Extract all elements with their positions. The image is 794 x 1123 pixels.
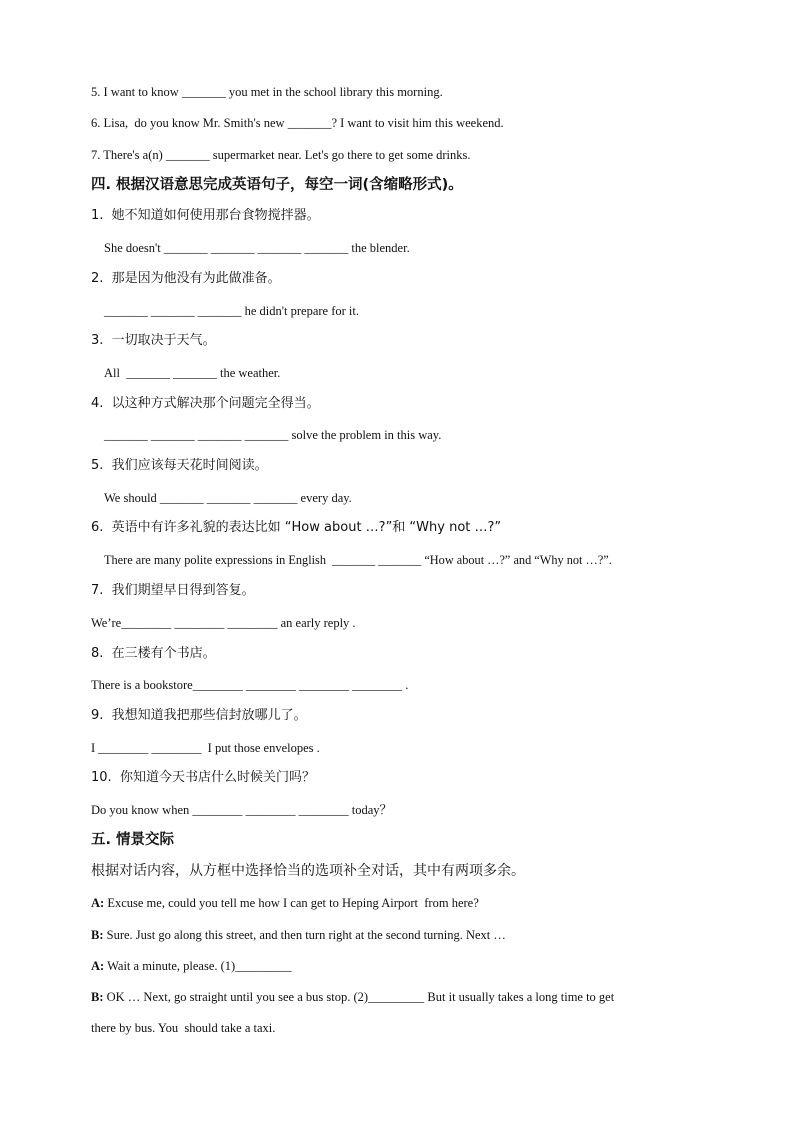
s4-q9-cn: 9. 我想知道我把那些信封放哪儿了。 xyxy=(91,708,307,723)
dialogue-text: Excuse me, could you tell me how I can get to Heping Airport from here? xyxy=(104,896,479,910)
section4-title: 四. 根据汉语意思完成英语句子，每空一词(含缩略形式)。 xyxy=(91,177,463,193)
s4-q7-en: We’re________ ________ ________ an early reply . xyxy=(91,616,356,630)
dialogue-line-5 xyxy=(91,1020,275,1036)
s4-q2-cn: 2. 那是因为他没有为此做准备。 xyxy=(91,271,281,286)
s4-q8-cn: 8. 在三楼有个书店。 xyxy=(91,646,216,661)
dialogue-text: there by bus. You should take a taxi. xyxy=(91,1021,276,1035)
part3-item-6: 6. Lisa, do you know Mr. Smith's new _______? I want to visit him this weekend. xyxy=(91,116,504,130)
dialogue-line-4 xyxy=(91,989,614,1005)
dialogue-text: OK … Next, go straight until you see a bus stop. (2)_________ But it usually takes a long time to get xyxy=(103,990,615,1004)
part3-item-5: 5. I want to know _______ you met in the school library this morning. xyxy=(91,85,443,99)
s4-q4-cn: 4. 以这种方式解决那个问题完全得当。 xyxy=(91,396,320,411)
speaker-label: B: xyxy=(91,990,104,1004)
speaker-label: B: xyxy=(91,928,104,942)
dialogue-line-1 xyxy=(91,895,479,911)
s4-q3-en: All _______ _______ the weather. xyxy=(104,366,281,380)
section5-instruction: 根据对话内容，从方框中选择恰当的选项补全对话，其中有两项多余。 xyxy=(91,863,525,879)
s4-q2-en: _______ _______ _______ he didn't prepare for it. xyxy=(104,304,359,318)
dialogue-text: Wait a minute, please. (1)_________ xyxy=(104,959,292,973)
s4-q5-en: We should _______ _______ _______ every day. xyxy=(104,491,352,505)
s4-q10-en: Do you know when ________ ________ ________ today？ xyxy=(91,803,393,817)
s4-q1-en: She doesn't _______ _______ _______ _______ the blender. xyxy=(104,241,410,255)
s4-q5-cn: 5. 我们应该每天花时间阅读。 xyxy=(91,458,268,473)
dialogue-text: Sure. Just go along this street, and then turn right at the second turning. Next … xyxy=(103,928,506,942)
s4-q8-en: There is a bookstore________ ________ ________ ________ . xyxy=(91,678,409,692)
s4-q4-en: _______ _______ _______ _______ solve the problem in this way. xyxy=(104,428,442,442)
s4-q6-cn: 6. 英语中有许多礼貌的表达比如 “How about …?”和 “Why not …?” xyxy=(91,520,502,535)
s4-q1-cn: 1. 她不知道如何使用那台食物搅拌器。 xyxy=(91,208,320,223)
dialogue-line-3 xyxy=(91,958,291,974)
part3-item-7: 7. There's a(n) _______ supermarket near. Let's go there to get some drinks. xyxy=(91,148,471,162)
s4-q6-en: There are many polite expressions in English _______ _______ “How about …?” and “Why not …?”. xyxy=(104,553,612,567)
speaker-label: A: xyxy=(91,896,105,910)
s4-q3-cn: 3. 一切取决于天气。 xyxy=(91,333,216,348)
s4-q10-cn: 10. 你知道今天书店什么时候关门吗？ xyxy=(91,770,315,785)
speaker-label: A: xyxy=(91,959,105,973)
s4-q9-en: I ________ ________ I put those envelopes . xyxy=(91,741,320,755)
s4-q7-cn: 7. 我们期望早日得到答复。 xyxy=(91,583,255,598)
section5-title: 五. 情景交际 xyxy=(91,832,175,848)
dialogue-line-2 xyxy=(91,927,506,943)
